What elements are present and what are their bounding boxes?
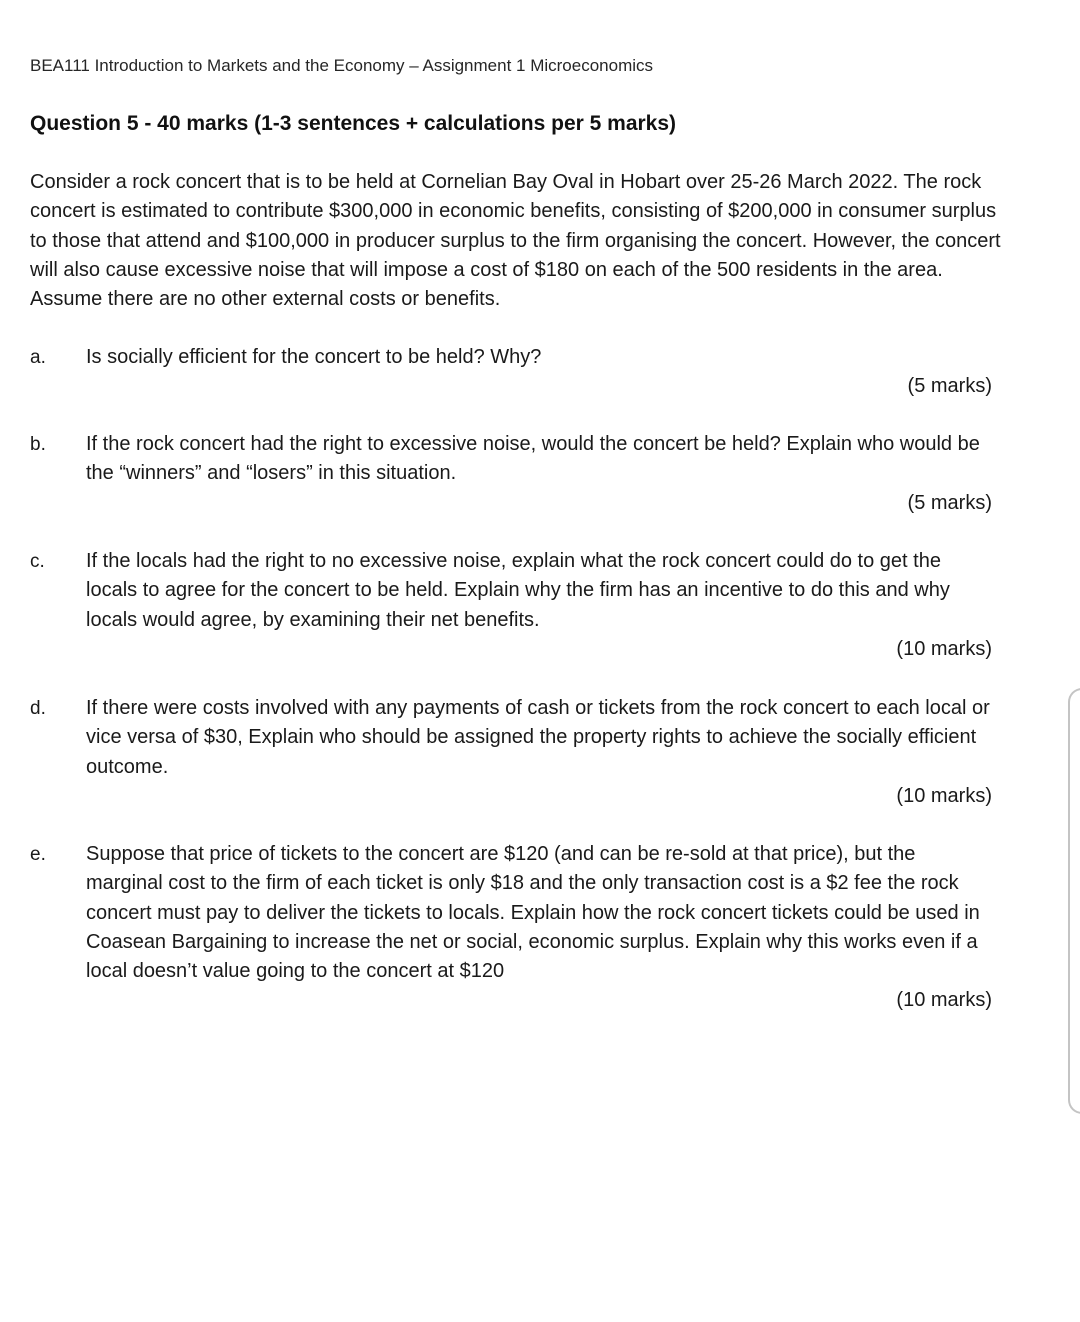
part-b-marks: (5 marks) [907, 492, 992, 514]
part-c-text: If the locals had the right to no excessive noise, explain what the rock concert could do to get the locals to agree for the concert to be held. Explain why the firm has an incentive to do this and why locals would agree, by examining their net benefits. [86, 550, 950, 631]
part-d-letter: d. [30, 698, 46, 719]
page-edge-handle [1068, 688, 1080, 1114]
question-title: Question 5 - 40 marks (1-3 sentences + calculations per 5 marks) [30, 112, 677, 135]
part-e-letter: e. [30, 844, 46, 865]
question-intro: Consider a rock concert that is to be held at Cornelian Bay Oval in Hobart over 25-26 March 2022. The rock concert is estimated to contribute $300,000 in economic benefits, consisting of $200,000 in consumer surplus to those that attend and $100,000 in producer surplus to the firm organising the concert. However, the concert will also cause excessive noise that will impose a cost of $180 on each of the 500 residents in the area. Assume there are no other external costs or benefits. [30, 171, 1001, 311]
part-d-marks: (10 marks) [896, 785, 992, 807]
part-b-text: If the rock concert had the right to excessive noise, would the concert be held? Explain who would be the “winners” and “losers” in this situation. [86, 433, 980, 485]
part-a-letter: a. [30, 347, 46, 368]
part-d-text: If there were costs involved with any payments of cash or tickets from the rock concert to each local or vice versa of $30, Explain who should be assigned the property rights to achieve the socially efficient outcome. [86, 697, 990, 778]
part-e-text: Suppose that price of tickets to the concert are $120 (and can be re-sold at that price), but the marginal cost to the firm of each ticket is only $18 and the only transaction cost is a $2 fee the rock concert must pay to deliver the tickets to locals. Explain how the rock concert tickets could be used in Coasean Bargaining to increase the net or social, economic surplus. Explain why this works even if a local doesn’t value going to the concert at $120 [86, 843, 980, 983]
part-b-letter: b. [30, 434, 46, 455]
document-header: BEA111 Introduction to Markets and the Economy – Assignment 1 Microeconomics [30, 56, 654, 75]
part-c-letter: c. [30, 551, 45, 572]
part-a-text: Is socially efficient for the concert to be held? Why? [86, 346, 542, 368]
part-c-marks: (10 marks) [896, 638, 992, 660]
part-a-marks: (5 marks) [907, 375, 992, 397]
part-e-marks: (10 marks) [896, 989, 992, 1011]
